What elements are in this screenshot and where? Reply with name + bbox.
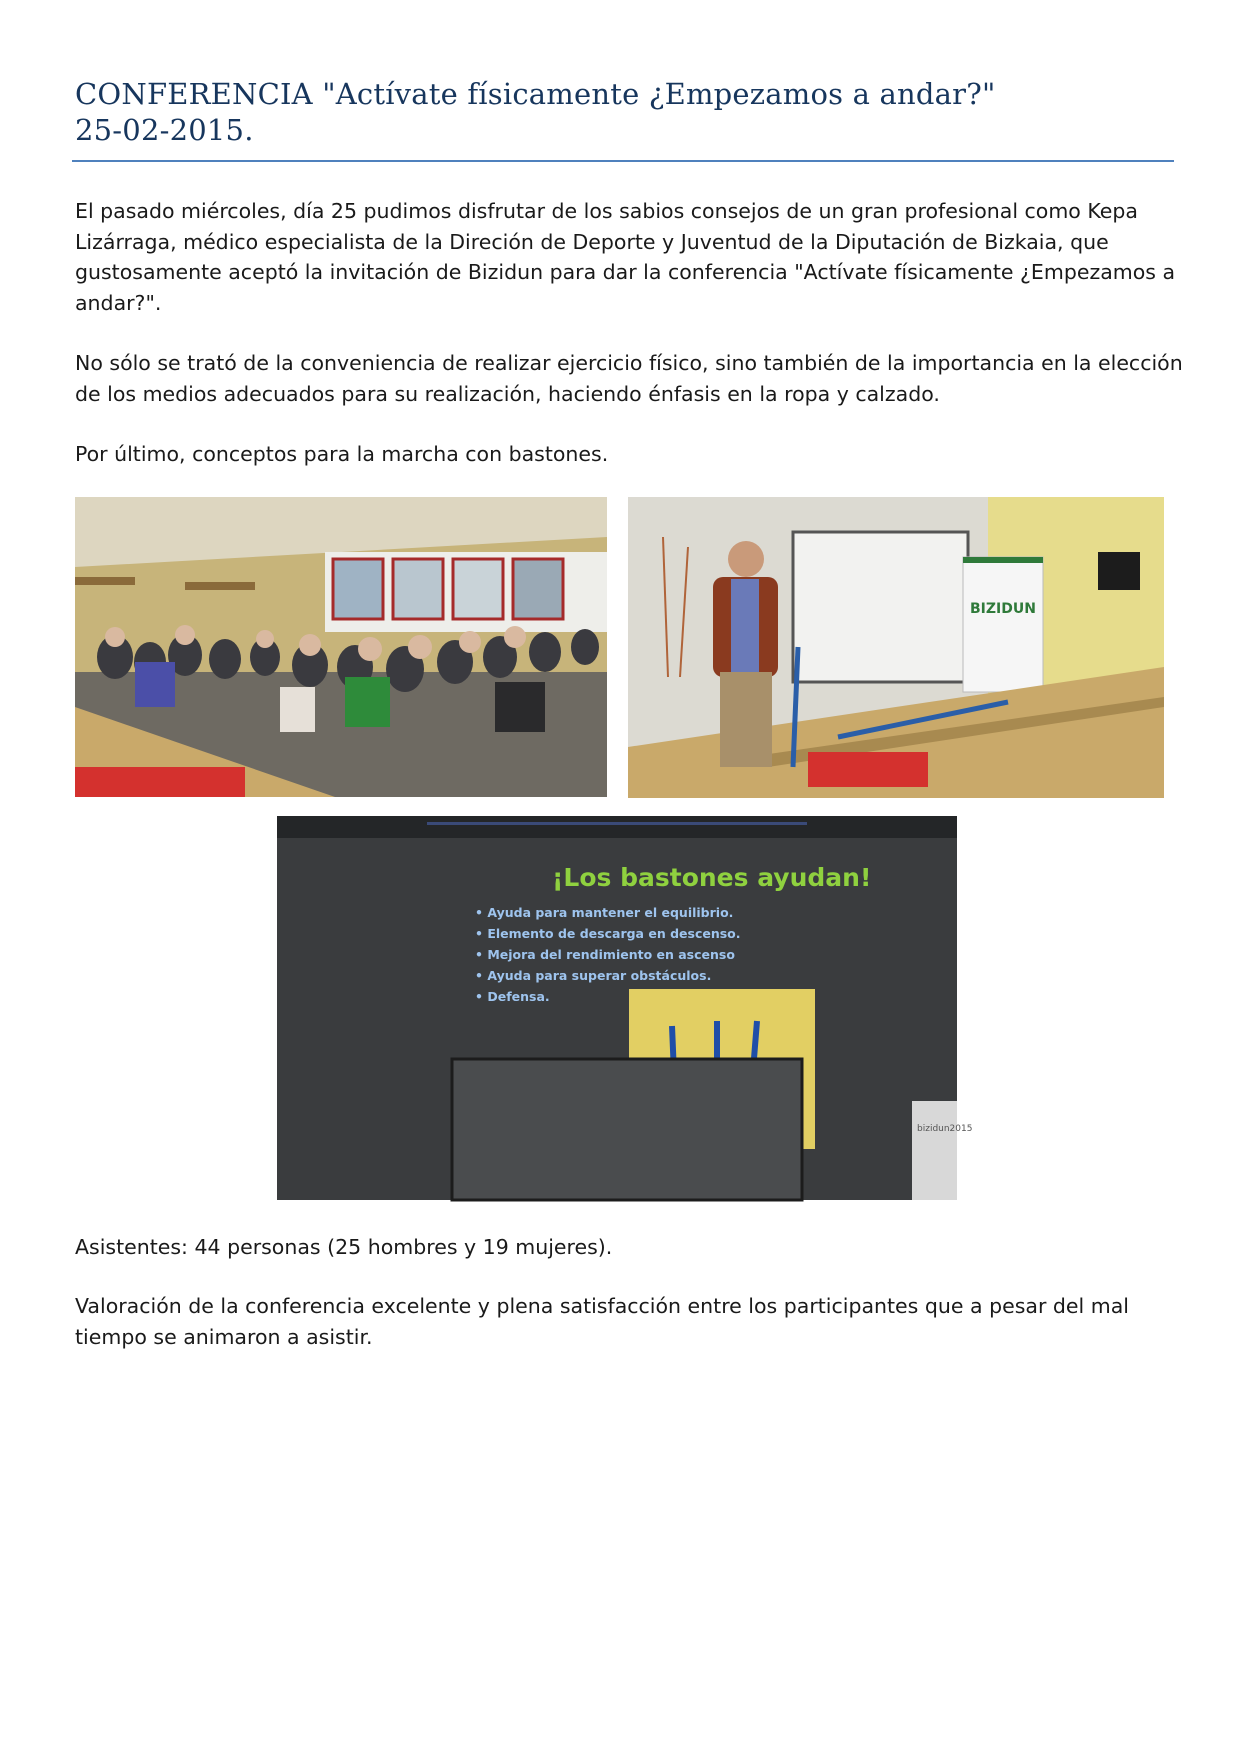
title-line-1: CONFERENCIA "Actívate físicamente ¿Empezamos a andar?": [75, 77, 996, 111]
topics-paragraph: No sólo se trató de la conveniencia de realizar ejercicio físico, sino también de la importancia en la elección de los medios adecuados para su realización, haciendo énfasis en la ropa y calzado.: [75, 351, 1183, 406]
speaker-photo: [628, 497, 1164, 798]
slide-bullet-5: • Defensa.: [475, 989, 550, 1004]
attendance-paragraph: Asistentes: 44 personas (25 hombres y 19 mujeres).: [75, 1235, 613, 1259]
closing-topic-paragraph: Por último, conceptos para la marcha con bastones.: [75, 442, 609, 466]
audience-photo: [75, 497, 607, 797]
title-divider: [72, 160, 1174, 162]
page-title: [75, 76, 1175, 148]
intro-paragraph: El pasado miércoles, día 25 pudimos disfrutar de los sabios consejos de un gran profesional como Kepa Lizárraga, médico especialista de la Direción de Deporte y Juventud de la Diputación de Bizkaia, que gustosamente aceptó la invitación de Bizidun para dar la conferencia "Actívate físicamente ¿Empezamos a andar?".: [75, 199, 1176, 315]
slide-bullet-1: • Ayuda para mantener el equilibrio.: [475, 905, 734, 920]
title-line-2: 25-02-2015.: [75, 113, 254, 147]
slide-bullet-2: • Elemento de descarga en descenso.: [475, 926, 741, 941]
slide-banner-text: bizidun2015: [917, 1124, 973, 1134]
slide-title: ¡Los bastones ayudan!: [552, 863, 872, 892]
evaluation-paragraph: Valoración de la conferencia excelente y plena satisfacción entre los participantes que a pesar del mal tiempo se animaron a asistir.: [75, 1294, 1129, 1349]
slide-bullet-3: • Mejora del rendimiento en ascenso: [475, 947, 735, 962]
banner-brand: BIZIDUN: [970, 601, 1036, 617]
slide-photo: [277, 816, 973, 1200]
slide-bullet-4: • Ayuda para superar obstáculos.: [475, 968, 712, 983]
